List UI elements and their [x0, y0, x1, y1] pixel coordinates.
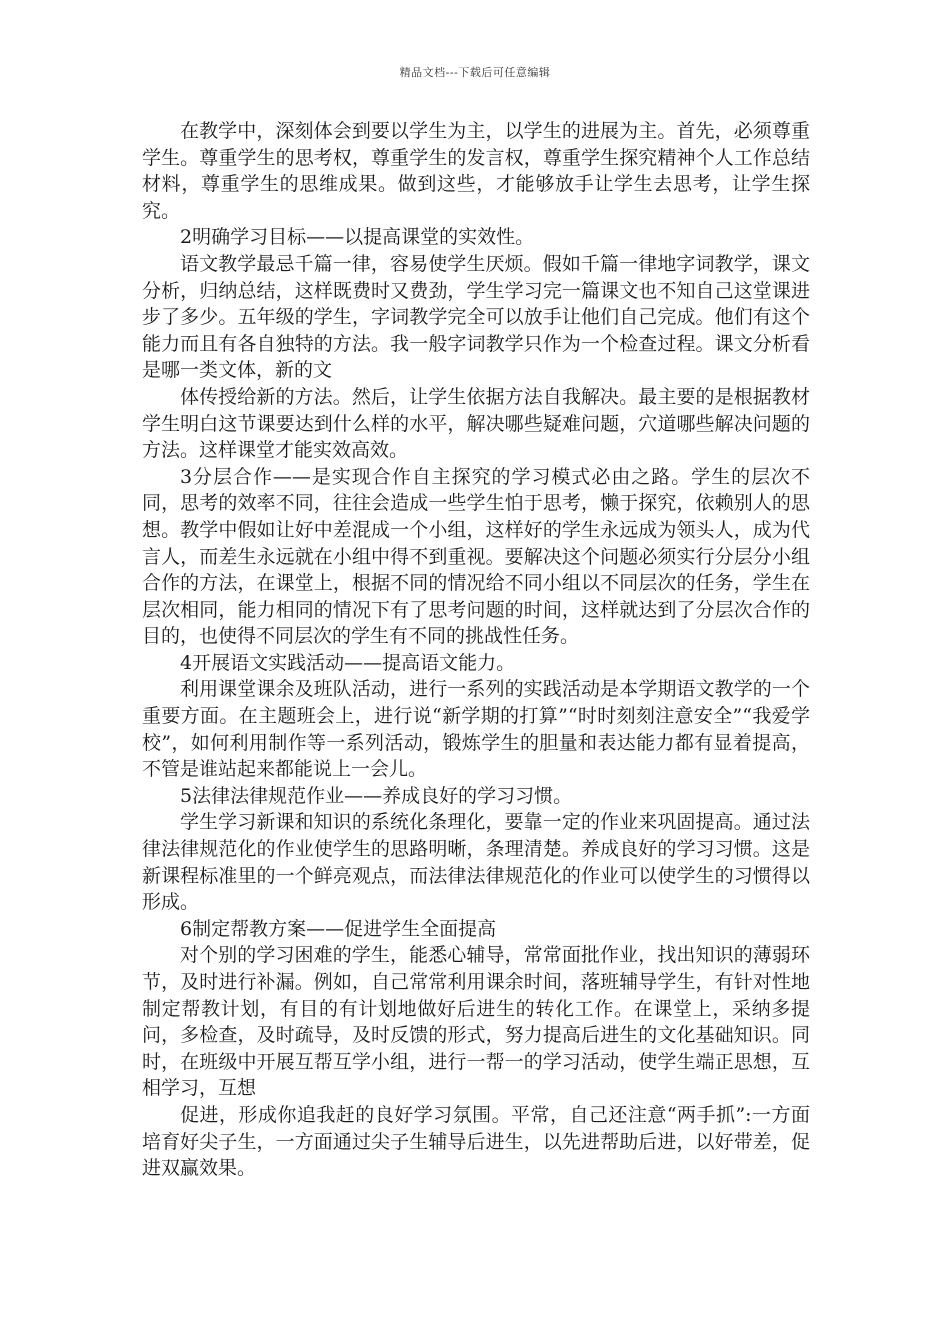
heading-standardized-homework: 5法律法律规范作业——养成良好的学习习惯。	[180, 784, 573, 807]
heading-assistance-plan: 6制定帮教方案——促进学生全面提高	[180, 917, 497, 940]
document-body	[142, 118, 810, 1182]
paragraph-assistance-plan-cont: 促进，形成你追我赶的良好学习氛围。平常，自己还注意“两手抓”:一方面培育好尖子生，一方面通过尖子生辅导后进生，以先进帮助后进，以好带差，促进双赢效果。	[142, 1103, 810, 1180]
paragraph-layered-cooperation: 3分层合作——是实现合作自主探究的学习模式必由之路。学生的层次不同，思考的效率不同，往往会造成一些学生怕于思考，懒于探究，依赖别人的思想。教学中假如让好中差混成一个小组，这样好的学生永远成为领头人，成为代言人，而差生永远就在小组中得不到重视。要解决这个问题必须实行分层分小组合作的方法，在课堂上，根据不同的情况给不同小组以不同层次的任务，学生在层次相同，能力相同的情况下有了思考问题的时间，这样就达到了分层次合作的目的，也使得不同层次的学生有不同的挑战性任务。	[142, 465, 810, 648]
paragraph-student-centered: 在教学中，深刻体会到要以学生为主，以学生的进展为主。首先，必须尊重学生。尊重学生的思考权，尊重学生的发言权，尊重学生探究精神个人工作总结材料，尊重学生的思维成果。做到这些，才能够放手让学生去思考，让学生探究。	[142, 120, 810, 222]
paragraph-practice-activities: 利用课堂课余及班队活动，进行一系列的实践活动是本学期语文教学的一个重要方面。在主题班会上，进行说“新学期的打算”“时时刻刻注意安全”“我爱学校”，如何利用制作等一系列活动，锻炼学生的胆量和表达能力都有显着提高，不管是谁站起来都能说上一会儿。	[142, 678, 810, 781]
heading-practice-activities: 4开展语文实践活动——提高语文能力。	[180, 651, 516, 674]
heading-learning-goals: 2明确学习目标——以提高课堂的实效性。	[180, 226, 535, 249]
page-header: 精品文档---下载后可任意编辑	[399, 66, 551, 79]
paragraph-standardized-homework: 学生学习新课和知识的系统化条理化，要靠一定的作业来巩固提高。通过法律法律规范化的作业使学生的思路明晰，条理清楚。养成良好的学习习惯。这是新课程标准里的一个鲜亮观点，而法律法律规范化的作业可以使学生的习惯得以形成。	[142, 811, 810, 914]
paragraph-learning-goals-cont: 体传授给新的方法。然后，让学生依据方法自我解决。最主要的是根据教材学生明白这节课要达到什么样的水平，解决哪些疑难问题，穴道哪些解决问题的方法。这样课堂才能实效高效。	[142, 385, 810, 462]
paragraph-learning-goals: 语文教学最忌千篇一律，容易使学生厌烦。假如千篇一律地字词教学，课文分析，归纳总结，这样既费时又费劲，学生学习完一篇课文也不知自己这堂课进步了多少。五年级的学生，字词教学完全可以放手让他们自己完成。他们有这个能力而且有各自独特的方法。我一般字词教学只作为一个检查过程。课文分析看是哪一类文体，新的文	[142, 252, 810, 382]
paragraph-assistance-plan: 对个别的学习困难的学生，能悉心辅导，常常面批作业，找出知识的薄弱环节，及时进行补漏。例如，自己常常利用课余时间，落班辅导学生，有针对性地制定帮教计划，有目的有计划地做好后进生的转化工作。在课堂上，采纳多提问，多检查，及时疏导，及时反馈的形式，努力提高后进生的文化基础知识。同时，在班级中开展互帮互学小组，进行一帮一的学习活动，使学生端正思想，互相学习，互想	[142, 944, 810, 1100]
